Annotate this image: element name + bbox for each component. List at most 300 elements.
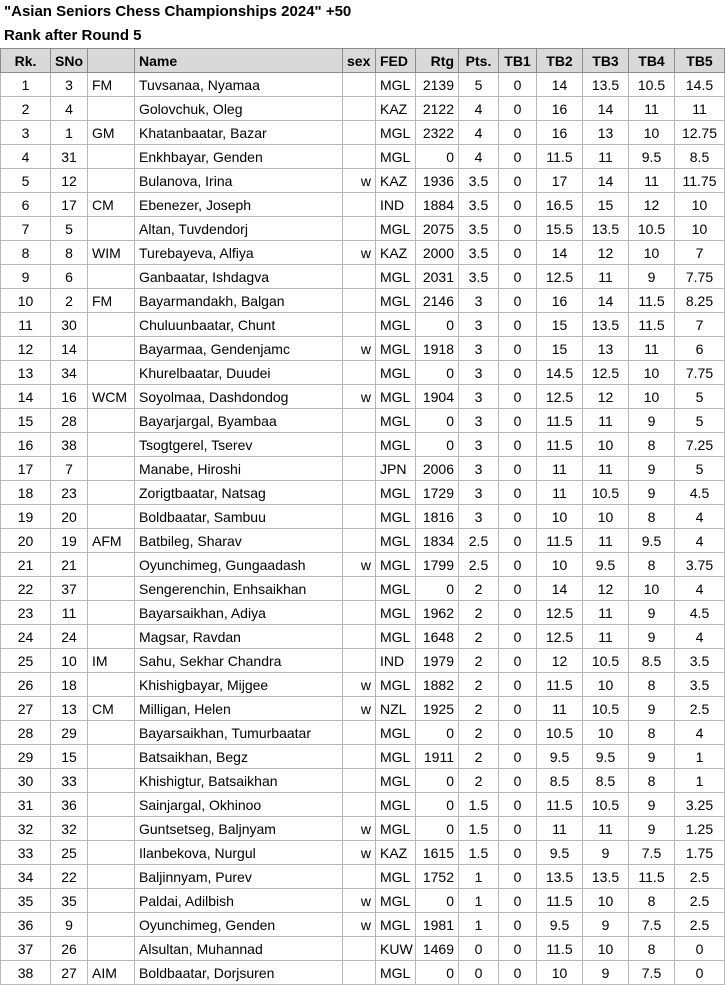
cell-sno: 2 <box>51 289 88 313</box>
cell-pts: 2 <box>459 721 499 745</box>
cell-rk: 33 <box>1 841 51 865</box>
cell-fed: MGL <box>376 145 416 169</box>
cell-sex: w <box>343 337 376 361</box>
cell-tb4: 9 <box>629 601 675 625</box>
cell-tb3: 10.5 <box>583 793 629 817</box>
cell-rtg: 1834 <box>416 529 459 553</box>
cell-tb2: 12.5 <box>537 385 583 409</box>
cell-tb3: 15 <box>583 193 629 217</box>
cell-rk: 8 <box>1 241 51 265</box>
cell-fed: MGL <box>376 289 416 313</box>
cell-tb2: 11.5 <box>537 889 583 913</box>
cell-title <box>88 889 135 913</box>
cell-sex <box>343 721 376 745</box>
cell-fed: JPN <box>376 457 416 481</box>
cell-rk: 14 <box>1 385 51 409</box>
table-row <box>1 913 725 937</box>
cell-tb1: 0 <box>499 145 537 169</box>
cell-tb5: 11.75 <box>675 169 725 193</box>
table-row <box>1 97 725 121</box>
cell-pts: 2 <box>459 697 499 721</box>
standings-table <box>0 48 725 985</box>
cell-tb2: 11 <box>537 817 583 841</box>
cell-name: Tsogtgerel, Tserev <box>135 433 343 457</box>
cell-title: IM <box>88 649 135 673</box>
page-title: "Asian Seniors Chess Championships 2024" +50 <box>4 3 352 20</box>
cell-tb2: 16 <box>537 289 583 313</box>
cell-title: WIM <box>88 241 135 265</box>
cell-tb1: 0 <box>499 433 537 457</box>
table-row <box>1 457 725 481</box>
cell-sex <box>343 793 376 817</box>
cell-pts: 3.5 <box>459 217 499 241</box>
cell-tb3: 11 <box>583 265 629 289</box>
table-row <box>1 169 725 193</box>
cell-rk: 19 <box>1 505 51 529</box>
cell-tb3: 10.5 <box>583 697 629 721</box>
cell-name: Alsultan, Muhannad <box>135 937 343 961</box>
cell-tb5: 4 <box>675 625 725 649</box>
cell-tb4: 10 <box>629 385 675 409</box>
cell-sex: w <box>343 697 376 721</box>
cell-tb3: 11 <box>583 625 629 649</box>
cell-rk: 26 <box>1 673 51 697</box>
cell-rtg: 1884 <box>416 193 459 217</box>
cell-name: Batsaikhan, Begz <box>135 745 343 769</box>
cell-sno: 4 <box>51 97 88 121</box>
cell-sno: 33 <box>51 769 88 793</box>
cell-name: Oyunchimeg, Gungaadash <box>135 553 343 577</box>
cell-pts: 3 <box>459 457 499 481</box>
cell-rk: 6 <box>1 193 51 217</box>
cell-rk: 5 <box>1 169 51 193</box>
cell-tb3: 10.5 <box>583 649 629 673</box>
cell-pts: 3.5 <box>459 193 499 217</box>
cell-tb5: 0 <box>675 961 725 985</box>
table-row <box>1 193 725 217</box>
cell-sex <box>343 457 376 481</box>
cell-rtg: 0 <box>416 769 459 793</box>
cell-name: Paldai, Adilbish <box>135 889 343 913</box>
cell-tb5: 6 <box>675 337 725 361</box>
cell-tb2: 15 <box>537 313 583 337</box>
cell-sex <box>343 217 376 241</box>
table-row <box>1 217 725 241</box>
cell-tb4: 8 <box>629 889 675 913</box>
cell-pts: 2 <box>459 577 499 601</box>
cell-rk: 23 <box>1 601 51 625</box>
cell-rk: 27 <box>1 697 51 721</box>
cell-rk: 1 <box>1 73 51 97</box>
cell-tb1: 0 <box>499 841 537 865</box>
cell-sex <box>343 649 376 673</box>
cell-name: Enkhbayar, Genden <box>135 145 343 169</box>
cell-fed: MGL <box>376 433 416 457</box>
cell-rtg: 0 <box>416 721 459 745</box>
col-header-sex[interactable]: sex <box>343 49 376 73</box>
cell-fed: MGL <box>376 721 416 745</box>
cell-pts: 3.5 <box>459 241 499 265</box>
cell-tb4: 11 <box>629 337 675 361</box>
cell-rk: 11 <box>1 313 51 337</box>
col-header-rtg[interactable]: Rtg <box>416 49 459 73</box>
cell-fed: MGL <box>376 217 416 241</box>
cell-rk: 18 <box>1 481 51 505</box>
table-row <box>1 145 725 169</box>
cell-sno: 11 <box>51 601 88 625</box>
cell-tb2: 11 <box>537 481 583 505</box>
cell-pts: 1.5 <box>459 817 499 841</box>
cell-tb3: 12 <box>583 241 629 265</box>
table-row <box>1 721 725 745</box>
cell-rtg: 0 <box>416 961 459 985</box>
cell-sex <box>343 865 376 889</box>
cell-sex <box>343 193 376 217</box>
cell-tb3: 13 <box>583 337 629 361</box>
cell-tb4: 11 <box>629 97 675 121</box>
cell-pts: 3.5 <box>459 169 499 193</box>
cell-rtg: 0 <box>416 361 459 385</box>
cell-tb5: 7.25 <box>675 433 725 457</box>
cell-tb4: 9 <box>629 409 675 433</box>
cell-tb3: 10 <box>583 937 629 961</box>
cell-rtg: 0 <box>416 145 459 169</box>
cell-tb5: 0 <box>675 937 725 961</box>
cell-tb4: 11.5 <box>629 313 675 337</box>
cell-rtg: 1918 <box>416 337 459 361</box>
cell-tb4: 8 <box>629 673 675 697</box>
cell-tb4: 9 <box>629 625 675 649</box>
cell-sno: 8 <box>51 241 88 265</box>
cell-tb5: 12.75 <box>675 121 725 145</box>
cell-rtg: 0 <box>416 577 459 601</box>
cell-fed: MGL <box>376 817 416 841</box>
cell-sno: 13 <box>51 697 88 721</box>
cell-rk: 29 <box>1 745 51 769</box>
cell-tb1: 0 <box>499 649 537 673</box>
cell-tb5: 7 <box>675 241 725 265</box>
cell-tb2: 11.5 <box>537 793 583 817</box>
cell-rtg: 2006 <box>416 457 459 481</box>
cell-pts: 1.5 <box>459 793 499 817</box>
table-row <box>1 433 725 457</box>
cell-tb5: 2.5 <box>675 889 725 913</box>
cell-pts: 2 <box>459 745 499 769</box>
cell-tb1: 0 <box>499 865 537 889</box>
col-header-tb4[interactable]: TB4 <box>629 49 675 73</box>
cell-rtg: 1936 <box>416 169 459 193</box>
table-row <box>1 241 725 265</box>
cell-tb4: 10 <box>629 577 675 601</box>
cell-rtg: 2139 <box>416 73 459 97</box>
cell-sno: 10 <box>51 649 88 673</box>
col-header-tb1[interactable]: TB1 <box>499 49 537 73</box>
cell-name: Khishigtur, Batsaikhan <box>135 769 343 793</box>
cell-tb1: 0 <box>499 457 537 481</box>
cell-tb3: 13.5 <box>583 73 629 97</box>
col-header-title[interactable] <box>88 49 135 73</box>
cell-tb4: 9 <box>629 265 675 289</box>
cell-sex <box>343 289 376 313</box>
cell-tb1: 0 <box>499 361 537 385</box>
cell-fed: KAZ <box>376 169 416 193</box>
col-header-name[interactable]: Name <box>135 49 343 73</box>
table-row <box>1 337 725 361</box>
cell-tb3: 9 <box>583 841 629 865</box>
table-row <box>1 361 725 385</box>
cell-title <box>88 841 135 865</box>
cell-tb2: 16.5 <box>537 193 583 217</box>
cell-rk: 7 <box>1 217 51 241</box>
cell-title <box>88 337 135 361</box>
cell-title <box>88 361 135 385</box>
cell-tb1: 0 <box>499 745 537 769</box>
cell-tb2: 12.5 <box>537 625 583 649</box>
cell-name: Batbileg, Sharav <box>135 529 343 553</box>
cell-tb2: 17 <box>537 169 583 193</box>
cell-tb4: 9 <box>629 745 675 769</box>
cell-title: AFM <box>88 529 135 553</box>
cell-tb4: 10 <box>629 241 675 265</box>
cell-rk: 21 <box>1 553 51 577</box>
cell-tb1: 0 <box>499 97 537 121</box>
cell-rk: 2 <box>1 97 51 121</box>
cell-tb4: 8 <box>629 505 675 529</box>
cell-rk: 37 <box>1 937 51 961</box>
cell-fed: MGL <box>376 889 416 913</box>
cell-pts: 0 <box>459 937 499 961</box>
table-row <box>1 385 725 409</box>
cell-title <box>88 313 135 337</box>
cell-name: Khishigbayar, Mijgee <box>135 673 343 697</box>
cell-fed: MGL <box>376 673 416 697</box>
cell-pts: 4 <box>459 97 499 121</box>
cell-sex <box>343 97 376 121</box>
cell-pts: 3 <box>459 313 499 337</box>
cell-tb2: 9.5 <box>537 841 583 865</box>
cell-name: Oyunchimeg, Genden <box>135 913 343 937</box>
table-row <box>1 889 725 913</box>
cell-rk: 34 <box>1 865 51 889</box>
cell-fed: MGL <box>376 961 416 985</box>
cell-tb3: 14 <box>583 169 629 193</box>
cell-rk: 31 <box>1 793 51 817</box>
cell-tb1: 0 <box>499 721 537 745</box>
cell-tb4: 11.5 <box>629 289 675 313</box>
cell-sno: 28 <box>51 409 88 433</box>
cell-tb1: 0 <box>499 121 537 145</box>
table-row <box>1 289 725 313</box>
col-header-tb3[interactable]: TB3 <box>583 49 629 73</box>
cell-fed: MGL <box>376 73 416 97</box>
cell-title <box>88 505 135 529</box>
cell-tb5: 11 <box>675 97 725 121</box>
cell-tb2: 11.5 <box>537 145 583 169</box>
cell-tb4: 8 <box>629 937 675 961</box>
cell-title <box>88 265 135 289</box>
cell-tb5: 5 <box>675 409 725 433</box>
cell-sno: 17 <box>51 193 88 217</box>
cell-sno: 1 <box>51 121 88 145</box>
table-row <box>1 73 725 97</box>
cell-tb2: 14 <box>537 577 583 601</box>
cell-rtg: 1925 <box>416 697 459 721</box>
cell-fed: MGL <box>376 313 416 337</box>
cell-tb1: 0 <box>499 193 537 217</box>
cell-tb5: 3.25 <box>675 793 725 817</box>
cell-pts: 5 <box>459 73 499 97</box>
cell-tb1: 0 <box>499 73 537 97</box>
cell-tb2: 14 <box>537 73 583 97</box>
cell-name: Ebenezer, Joseph <box>135 193 343 217</box>
col-header-rk[interactable]: Rk. <box>1 49 51 73</box>
cell-fed: MGL <box>376 745 416 769</box>
cell-tb3: 9 <box>583 961 629 985</box>
cell-sno: 18 <box>51 673 88 697</box>
cell-title <box>88 457 135 481</box>
cell-rk: 3 <box>1 121 51 145</box>
table-row <box>1 409 725 433</box>
cell-tb2: 16 <box>537 97 583 121</box>
cell-pts: 3 <box>459 337 499 361</box>
col-header-tb5[interactable]: TB5 <box>675 49 725 73</box>
cell-pts: 3 <box>459 433 499 457</box>
cell-pts: 2.5 <box>459 553 499 577</box>
cell-tb5: 10 <box>675 193 725 217</box>
cell-tb4: 8 <box>629 553 675 577</box>
table-row <box>1 937 725 961</box>
cell-sno: 31 <box>51 145 88 169</box>
cell-tb3: 10 <box>583 721 629 745</box>
standings-body <box>1 73 725 985</box>
cell-title: FM <box>88 73 135 97</box>
cell-title <box>88 913 135 937</box>
cell-sno: 26 <box>51 937 88 961</box>
cell-tb5: 7.75 <box>675 361 725 385</box>
cell-tb4: 11 <box>629 169 675 193</box>
cell-tb2: 10 <box>537 961 583 985</box>
cell-tb2: 11.5 <box>537 409 583 433</box>
table-row <box>1 529 725 553</box>
cell-tb5: 1 <box>675 769 725 793</box>
cell-fed: MGL <box>376 505 416 529</box>
cell-tb3: 10.5 <box>583 481 629 505</box>
cell-tb1: 0 <box>499 217 537 241</box>
cell-tb1: 0 <box>499 697 537 721</box>
cell-sex <box>343 481 376 505</box>
cell-rtg: 1882 <box>416 673 459 697</box>
cell-rk: 36 <box>1 913 51 937</box>
cell-sno: 6 <box>51 265 88 289</box>
cell-tb5: 5 <box>675 385 725 409</box>
cell-sno: 21 <box>51 553 88 577</box>
cell-tb4: 9 <box>629 817 675 841</box>
cell-tb1: 0 <box>499 241 537 265</box>
cell-name: Bayarmaa, Gendenjamc <box>135 337 343 361</box>
cell-rtg: 1911 <box>416 745 459 769</box>
cell-title <box>88 793 135 817</box>
cell-sno: 29 <box>51 721 88 745</box>
cell-tb2: 10.5 <box>537 721 583 745</box>
table-row <box>1 505 725 529</box>
cell-title: GM <box>88 121 135 145</box>
cell-sno: 5 <box>51 217 88 241</box>
cell-pts: 1 <box>459 865 499 889</box>
table-row <box>1 673 725 697</box>
cell-sno: 25 <box>51 841 88 865</box>
cell-name: Altan, Tuvdendorj <box>135 217 343 241</box>
cell-title <box>88 769 135 793</box>
cell-pts: 3.5 <box>459 265 499 289</box>
cell-tb4: 11.5 <box>629 865 675 889</box>
cell-title <box>88 865 135 889</box>
cell-tb3: 13.5 <box>583 217 629 241</box>
cell-rk: 16 <box>1 433 51 457</box>
col-header-sno[interactable]: SNo <box>51 49 88 73</box>
cell-fed: KUW <box>376 937 416 961</box>
cell-name: Sainjargal, Okhinoo <box>135 793 343 817</box>
cell-pts: 1 <box>459 913 499 937</box>
cell-title: WCM <box>88 385 135 409</box>
cell-tb4: 9 <box>629 793 675 817</box>
cell-tb3: 14 <box>583 289 629 313</box>
cell-rtg: 1979 <box>416 649 459 673</box>
cell-sex <box>343 505 376 529</box>
col-header-fed[interactable]: FED <box>376 49 416 73</box>
cell-tb3: 13.5 <box>583 313 629 337</box>
cell-rtg: 0 <box>416 433 459 457</box>
cell-sex <box>343 529 376 553</box>
cell-tb2: 13.5 <box>537 865 583 889</box>
cell-tb3: 14 <box>583 97 629 121</box>
cell-tb5: 5 <box>675 457 725 481</box>
cell-tb1: 0 <box>499 313 537 337</box>
cell-name: Magsar, Ravdan <box>135 625 343 649</box>
cell-fed: MGL <box>376 913 416 937</box>
cell-sex: w <box>343 673 376 697</box>
cell-name: Soyolmaa, Dashdondog <box>135 385 343 409</box>
cell-fed: MGL <box>376 601 416 625</box>
cell-tb2: 10 <box>537 553 583 577</box>
cell-title <box>88 217 135 241</box>
col-header-tb2[interactable]: TB2 <box>537 49 583 73</box>
cell-rtg: 0 <box>416 313 459 337</box>
cell-tb4: 10.5 <box>629 217 675 241</box>
cell-tb1: 0 <box>499 889 537 913</box>
col-header-pts[interactable]: Pts. <box>459 49 499 73</box>
cell-pts: 2 <box>459 769 499 793</box>
cell-tb5: 4 <box>675 577 725 601</box>
cell-tb3: 12.5 <box>583 361 629 385</box>
cell-sex <box>343 601 376 625</box>
cell-rk: 28 <box>1 721 51 745</box>
cell-tb1: 0 <box>499 553 537 577</box>
cell-sex: w <box>343 241 376 265</box>
cell-fed: KAZ <box>376 97 416 121</box>
cell-tb4: 7.5 <box>629 841 675 865</box>
cell-sex <box>343 433 376 457</box>
cell-sno: 20 <box>51 505 88 529</box>
table-row <box>1 865 725 889</box>
cell-tb2: 14.5 <box>537 361 583 385</box>
cell-tb5: 7.75 <box>675 265 725 289</box>
cell-name: Golovchuk, Oleg <box>135 97 343 121</box>
cell-tb4: 9 <box>629 457 675 481</box>
cell-tb2: 11 <box>537 457 583 481</box>
cell-tb3: 10 <box>583 673 629 697</box>
cell-tb4: 9 <box>629 697 675 721</box>
cell-pts: 3 <box>459 385 499 409</box>
